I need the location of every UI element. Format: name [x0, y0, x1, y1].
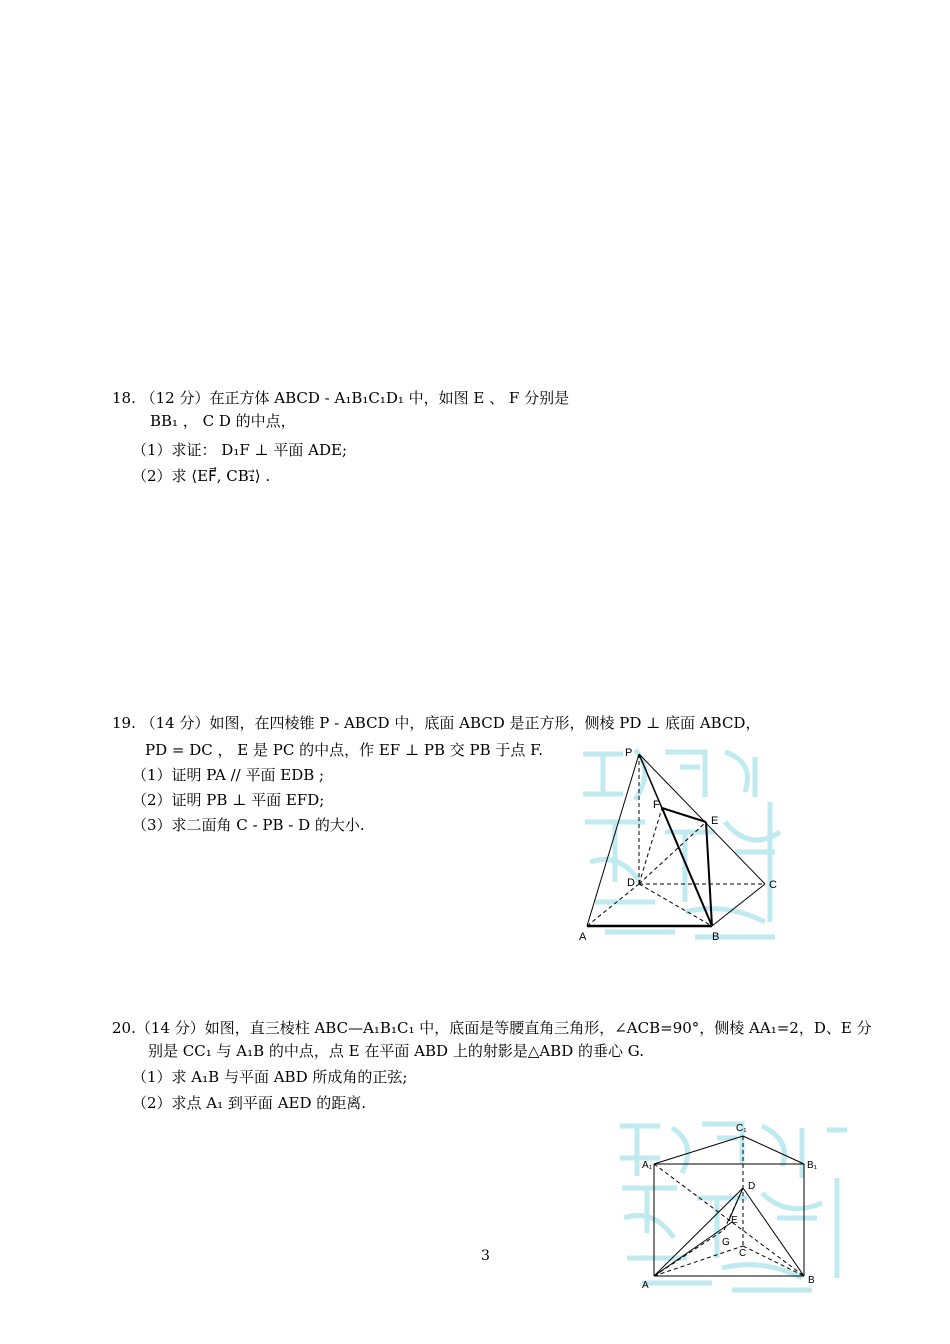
label-A: A	[579, 931, 587, 943]
q19-line2: PD = DC ， E 是 PC 的中点，作 EF ⊥ PB 交 PB 于点 F.	[145, 741, 543, 759]
q18-line2: BB₁ ， C D 的中点，	[150, 412, 296, 430]
q19-part1: （1）证明 PA // 平面 EDB ;	[132, 766, 325, 784]
q19-part2: （2）证明 PB ⊥ 平面 EFD;	[132, 791, 325, 809]
q18-line1: 18. （12 分）在正方体 ABCD - A₁B₁C₁D₁ 中，如图 E 、 F 分别是	[112, 389, 570, 407]
label-E: E	[731, 1215, 738, 1226]
label-P: P	[625, 747, 633, 759]
label-B: B	[712, 931, 720, 943]
label-B1: B₁	[807, 1160, 818, 1171]
label-F: F	[653, 799, 660, 811]
page-number: 3	[481, 1248, 490, 1264]
label-C1: C₁	[736, 1123, 747, 1134]
label-C: C	[769, 879, 777, 891]
label-D: D	[748, 1181, 756, 1192]
q19-part3: （3）求二面角 C - PB - D 的大小.	[132, 816, 365, 834]
q18-part2: （2）求 ⟨EF⃗, CB₁⃗⟩ .	[132, 467, 271, 485]
label-A: A	[642, 1280, 649, 1291]
label-A1: A₁	[642, 1160, 653, 1171]
q20-part1: （1）求 A₁B 与平面 ABD 所成角的正弦;	[132, 1068, 408, 1086]
q20-line2: 别是 CC₁ 与 A₁B 的中点，点 E 在平面 ABD 上的射影是△ABD 的垂心 G.	[148, 1042, 644, 1060]
q19-line1: 19. （14 分）如图，在四棱锥 P - ABCD 中，底面 ABCD 是正方形，侧棱 PD ⊥ 底面 ABCD，	[112, 714, 761, 732]
label-G: G	[722, 1237, 730, 1248]
q20-part2: （2）求点 A₁ 到平面 AED 的距离.	[132, 1094, 367, 1112]
label-C: C	[739, 1248, 747, 1259]
label-E: E	[711, 815, 719, 827]
q18-part1: （1）求证： D₁F ⊥ 平面 ADE;	[132, 441, 348, 459]
pyramid-figure	[575, 742, 790, 947]
q20-line1: 20.（14 分）如图，直三棱柱 ABC—A₁B₁C₁ 中，底面是等腰直角三角形，∠ACB=90°，侧棱 AA₁=2，D、E 分	[112, 1019, 872, 1037]
label-D: D	[627, 877, 635, 889]
label-B: B	[808, 1275, 815, 1286]
prism-figure	[612, 1118, 852, 1298]
